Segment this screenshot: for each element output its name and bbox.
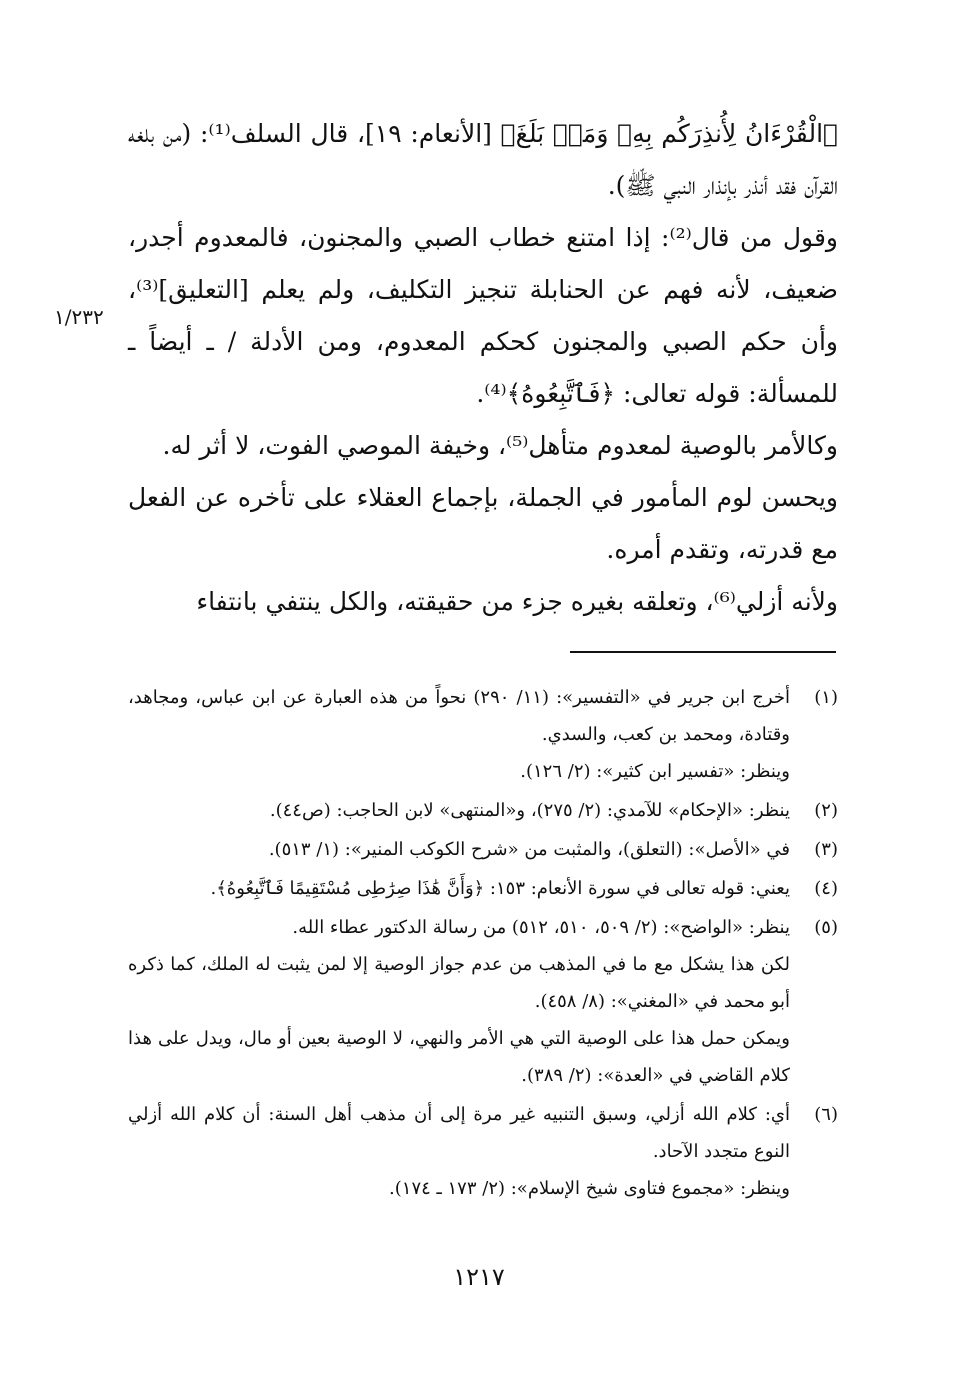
footnote-number: (٦) [814, 1104, 838, 1125]
footnote-item [128, 870, 838, 907]
footnote-text [128, 679, 790, 790]
footnote-item [128, 1096, 838, 1207]
footnote-text [128, 870, 790, 907]
main-text-body [128, 108, 838, 628]
footnote-separator [570, 651, 836, 653]
footnotes-section [128, 679, 838, 1209]
page-number: ١٢١٧ [453, 1263, 505, 1291]
footnote-line: وينظر: «مجموع فتاوى شيخ الإسلام»: (٢/ ١٧٣ ـ ١٧٤). [389, 1178, 790, 1199]
margin-page-reference: ١/٢٣٢ [54, 305, 104, 329]
footnote-text [128, 792, 790, 829]
footnote-item [128, 909, 838, 1094]
main-paragraph: ﴿الْقُرْءَانُ لِأُنذِرَكُم بِهِۦ وَمَنۢ بَلَغَ﴾ [الأنعام: ١٩]، قال السلف⁽¹⁾: (من بلغه القرآن فقد أنذر بإنذار النبي ﷺ). [128, 119, 839, 200]
footnote-line: ويمكن حمل هذا على الوصية التي هي الأمر والنهي، لا الوصية بعين أو مال، ويدل على هذا كلام القاضي في «العدة»: (٢/ ٣٨٩). [128, 1028, 790, 1086]
footnote-text [128, 909, 790, 1094]
footnote-line: لكن هذا يشكل مع ما في المذهب من عدم جواز الوصية إلا لمن يثبت له الملك، كما ذكره أبو محمد في «المغني»: (٨/ ٤٥٨). [128, 954, 790, 1012]
footnote-item [128, 792, 838, 829]
main-paragraph: ويحسن لوم المأمور في الجملة، بإجماع العقلاء على تأخره عن الفعل مع قدرته، وتقدم أمره. [128, 483, 838, 564]
footnote-item [128, 679, 838, 790]
main-paragraph: وقول من قال⁽²⁾: إذا امتنع خطاب الصبي والمجنون، فالمعدوم أجدر، ضعيف، لأنه فهم عن الحنابلة تنجيز التكليف، ولم يعلم [التعليق]⁽³⁾، وأن حكم الصبي والمجنون كحكم المعدوم، ومن الأدلة / ـ أيضاً ـ للمسألة: قوله تعالى: ﴿فَٱتَّبِعُوهُ﴾⁽⁴⁾. [128, 223, 838, 408]
footnote-item [128, 831, 838, 868]
footnote-text [128, 831, 790, 868]
footnote-line: ينظر: «الواضح»: (٢/ ٥٠٩، ٥١٠، ٥١٢) من رسالة الدكتور عطاء الله. [292, 917, 790, 938]
main-paragraph: وكالأمر بالوصية لمعدوم متأهل⁽⁵⁾، وخيفة الموصي الفوت، لا أثر له. [162, 431, 838, 460]
footnote-line: وينظر: «تفسير ابن كثير»: (٢/ ١٢٦). [520, 761, 790, 782]
footnote-text [128, 1096, 790, 1207]
footnote-line: يعني: قوله تعالى في سورة الأنعام: ١٥٣: ﴿وَأَنَّ هَٰذَا صِرَٰطِى مُسْتَقِيمًا فَٱتَّبِعُوهُ﴾. [210, 878, 790, 899]
footnote-number: (١) [814, 687, 838, 708]
footnote-number: (٢) [814, 800, 838, 821]
main-paragraph: ولأنه أزلي⁽⁶⁾، وتعلقه بغيره جزء من حقيقته، والكل ينتفي بانتفاء [196, 587, 838, 616]
footnote-line: في «الأصل»: (التعلق)، والمثبت من «شرح الكوكب المنير»: (١/ ٥١٣). [268, 839, 790, 860]
footnote-line: ينظر: «الإحكام» للآمدي: (٢/ ٢٧٥)، و«المنتهى» لابن الحاجب: (ص٤٤). [269, 800, 790, 821]
footnote-number: (٣) [814, 839, 838, 860]
footnote-number: (٥) [814, 917, 838, 938]
footnote-number: (٤) [814, 878, 838, 899]
footnote-line: أخرج ابن جرير في «التفسير»: (١١/ ٢٩٠) نحواً من هذه العبارة عن ابن عباس، ومجاهد، وقتادة، ومحمد بن كعب، والسدي. [128, 687, 790, 745]
footnote-line: أي: كلام الله أزلي، وسبق التنبيه غير مرة إلى أن مذهب أهل السنة: أن كلام الله أزلي النوع متجدد الآحاد. [128, 1104, 790, 1162]
